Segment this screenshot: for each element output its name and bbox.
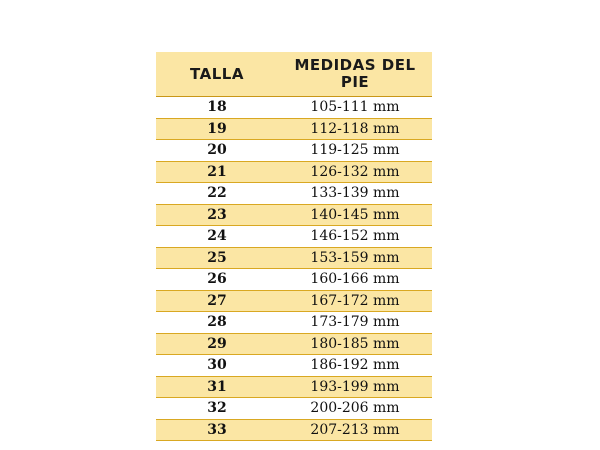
foot-measure-cell: 153-159 mm — [278, 247, 432, 269]
table-row — [156, 355, 432, 377]
table-row — [156, 226, 432, 248]
foot-measure-cell: 119-125 mm — [278, 140, 432, 162]
foot-measure-cell: 167-172 mm — [278, 290, 432, 312]
size-cell: 18 — [156, 97, 278, 119]
foot-measure-cell: 193-199 mm — [278, 376, 432, 398]
foot-measure-cell: 173-179 mm — [278, 312, 432, 334]
size-cell: 26 — [156, 269, 278, 291]
header-row — [156, 52, 432, 97]
foot-measure-cell: 146-152 mm — [278, 226, 432, 248]
table-row — [156, 419, 432, 441]
size-chart-table — [156, 52, 432, 441]
header-foot-measure — [278, 52, 432, 97]
table-row — [156, 161, 432, 183]
table-row — [156, 183, 432, 205]
size-cell: 27 — [156, 290, 278, 312]
size-cell: 19 — [156, 118, 278, 140]
table-row — [156, 269, 432, 291]
foot-measure-cell: 180-185 mm — [278, 333, 432, 355]
table-row — [156, 290, 432, 312]
size-cell: 33 — [156, 419, 278, 441]
foot-measure-cell: 200-206 mm — [278, 398, 432, 420]
header-foot-measure-line1: MEDIDAS DEL — [294, 56, 416, 74]
foot-measure-cell: 112-118 mm — [278, 118, 432, 140]
size-chart-body — [156, 97, 432, 441]
size-cell: 24 — [156, 226, 278, 248]
size-cell: 28 — [156, 312, 278, 334]
size-cell: 23 — [156, 204, 278, 226]
table-row — [156, 118, 432, 140]
header-foot-measure-line2: PIE — [340, 73, 370, 91]
size-cell: 29 — [156, 333, 278, 355]
foot-measure-cell: 160-166 mm — [278, 269, 432, 291]
size-cell: 31 — [156, 376, 278, 398]
foot-measure-cell: 105-111 mm — [278, 97, 432, 119]
foot-measure-cell: 140-145 mm — [278, 204, 432, 226]
foot-measure-cell: 207-213 mm — [278, 419, 432, 441]
table-row — [156, 204, 432, 226]
table-row — [156, 398, 432, 420]
size-cell: 22 — [156, 183, 278, 205]
table-row — [156, 140, 432, 162]
table-row — [156, 376, 432, 398]
table-row — [156, 333, 432, 355]
size-cell: 21 — [156, 161, 278, 183]
size-cell: 20 — [156, 140, 278, 162]
size-cell: 30 — [156, 355, 278, 377]
size-cell: 25 — [156, 247, 278, 269]
table-row — [156, 312, 432, 334]
table-row — [156, 247, 432, 269]
table-row — [156, 97, 432, 119]
size-chart-header — [156, 52, 432, 97]
foot-measure-cell: 133-139 mm — [278, 183, 432, 205]
size-cell: 32 — [156, 398, 278, 420]
foot-measure-cell: 186-192 mm — [278, 355, 432, 377]
header-size: TALLA — [156, 52, 278, 97]
foot-measure-cell: 126-132 mm — [278, 161, 432, 183]
